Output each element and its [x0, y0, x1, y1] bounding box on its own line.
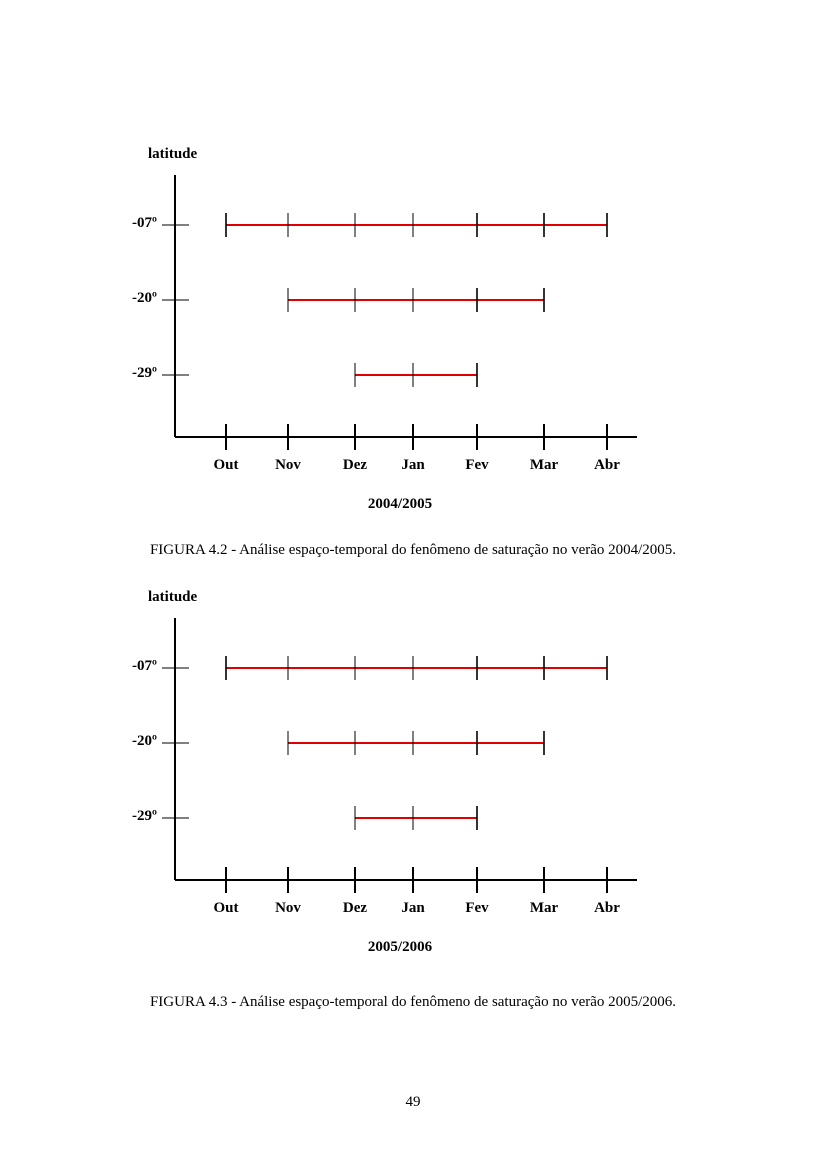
- y-tick-label: -29º: [132, 808, 157, 824]
- x-tick-label: Jan: [401, 900, 425, 916]
- x-tick-label: Abr: [594, 457, 620, 473]
- y-axis-title: latitude: [148, 589, 198, 605]
- x-tick-label: Abr: [594, 900, 620, 916]
- x-tick-label: Dez: [342, 900, 368, 916]
- x-tick-label: Nov: [275, 457, 301, 473]
- chart-svg: [0, 130, 826, 510]
- y-tick-label: -29º: [132, 365, 157, 381]
- x-tick-label: Fev: [465, 457, 489, 473]
- x-tick-label: Fev: [465, 900, 489, 916]
- y-axis-title: latitude: [148, 146, 198, 162]
- chart-svg: [0, 573, 826, 953]
- x-axis-title: 2004/2005: [367, 496, 433, 512]
- figure-caption: FIGURA 4.2 - Análise espaço-temporal do fenômeno de saturação no verão 2004/2005.: [149, 542, 677, 558]
- x-tick-label: Mar: [529, 457, 559, 473]
- x-tick-label: Dez: [342, 457, 368, 473]
- y-tick-label: -20º: [132, 290, 157, 306]
- chart-figure-4-2: [0, 130, 826, 510]
- chart-figure-4-3: [0, 573, 826, 953]
- x-tick-label: Mar: [529, 900, 559, 916]
- figure-caption: FIGURA 4.3 - Análise espaço-temporal do fenômeno de saturação no verão 2005/2006.: [149, 994, 677, 1010]
- y-tick-label: -07º: [132, 215, 157, 231]
- x-axis-title: 2005/2006: [367, 939, 433, 955]
- x-tick-label: Nov: [275, 900, 301, 916]
- x-tick-label: Jan: [401, 457, 425, 473]
- y-tick-label: -20º: [132, 733, 157, 749]
- page-number: 49: [405, 1094, 421, 1110]
- x-tick-label: Out: [213, 457, 239, 473]
- y-tick-label: -07º: [132, 658, 157, 674]
- x-tick-label: Out: [213, 900, 239, 916]
